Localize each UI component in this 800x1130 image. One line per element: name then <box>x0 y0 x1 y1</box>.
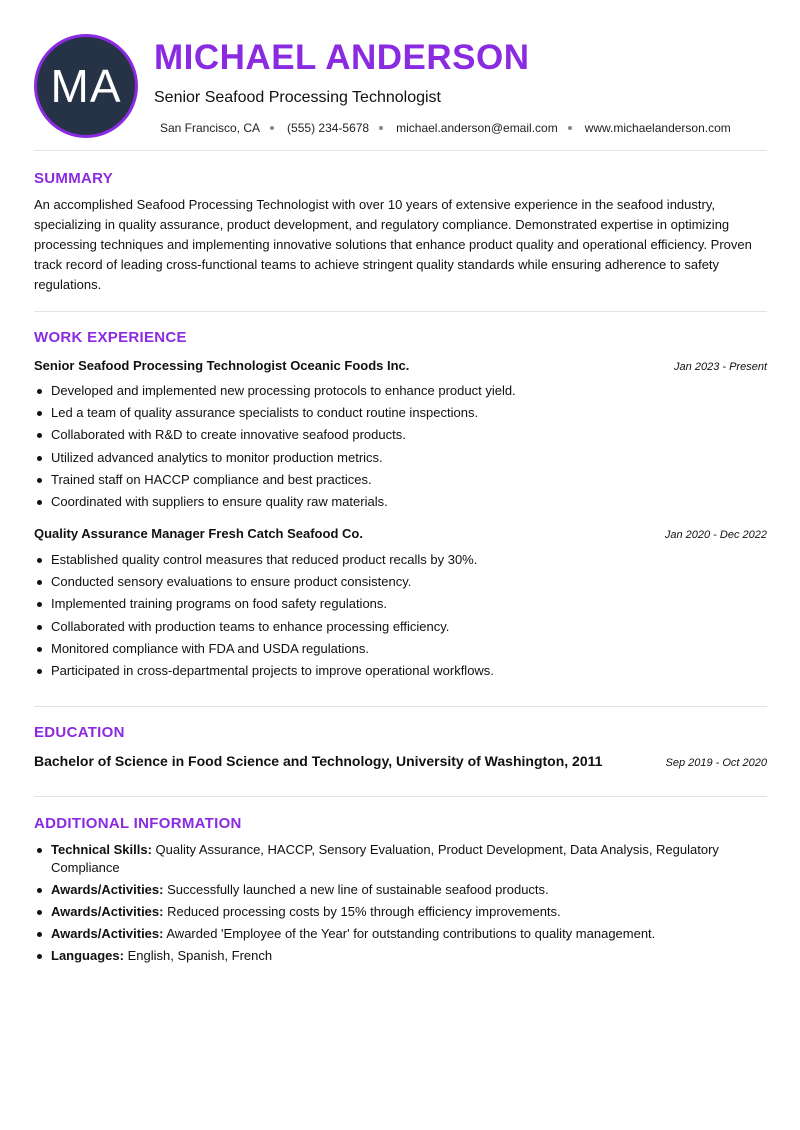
job-header <box>34 526 767 541</box>
candidate-name: MICHAEL ANDERSON <box>154 38 530 77</box>
separator-dot-icon <box>379 126 383 130</box>
item-label: Awards/Activities: <box>51 882 164 897</box>
item-text: Quality Assurance, HACCP, Sensory Evaluation, Product Development, Data Analysis, Regulatory Compliance <box>51 842 719 875</box>
candidate-title: Senior Seafood Processing Technologist <box>154 89 441 106</box>
list-item: Collaborated with production teams to enhance processing efficiency. <box>34 616 767 638</box>
list-item <box>34 841 734 877</box>
list-item <box>34 925 734 943</box>
contact-email[interactable]: michael.anderson@email.com <box>396 121 558 135</box>
list-item: Developed and implemented new processing protocols to enhance product yield. <box>34 380 767 402</box>
job-title: Quality Assurance Manager Fresh Catch Seafood Co. <box>34 526 363 541</box>
list-item: Conducted sensory evaluations to ensure product consistency. <box>34 571 767 593</box>
list-item: Implemented training programs on food safety regulations. <box>34 593 767 615</box>
summary-text: An accomplished Seafood Processing Technologist with over 10 years of extensive experience in the seafood industry, specializing in quality assurance, product development, and regulatory compliance. Demonstrated expertise in optimizing processing techniques and implementing innovative solutions that enhance product quality and operational efficiency. Proven track record of leading cross-functional teams to achieve stringent quality standards while ensuring adherence to safety regulations. <box>34 197 752 292</box>
separator-dot-icon <box>270 126 274 130</box>
list-item: Collaborated with R&D to create innovative seafood products. <box>34 424 767 446</box>
avatar <box>34 34 138 138</box>
item-text: Successfully launched a new line of sustainable seafood products. <box>163 882 549 897</box>
divider <box>34 311 767 312</box>
item-text: Reduced processing costs by 15% through efficiency improvements. <box>163 904 561 919</box>
summary-heading: SUMMARY <box>34 170 114 187</box>
list-item <box>34 947 734 965</box>
item-label: Awards/Activities: <box>51 926 164 941</box>
list-item: Led a team of quality assurance specialists to conduct routine inspections. <box>34 402 767 424</box>
avatar-initials: MA <box>50 60 122 112</box>
job-header <box>34 358 767 373</box>
additional-heading: ADDITIONAL INFORMATION <box>34 815 242 832</box>
divider <box>34 796 767 797</box>
list-item <box>34 903 734 921</box>
job-bullets <box>34 549 767 682</box>
contact-phone[interactable]: (555) 234-5678 <box>287 121 370 135</box>
contact-website[interactable]: www.michaelanderson.com <box>584 121 731 135</box>
divider <box>34 706 767 707</box>
contact-line <box>160 121 731 135</box>
list-item: Participated in cross-departmental projects to improve operational workflows. <box>34 660 767 682</box>
contact-location: San Francisco, CA <box>160 121 261 135</box>
item-label: Technical Skills: <box>51 842 152 857</box>
item-text: English, Spanish, French <box>123 948 273 963</box>
job-dates: Jan 2023 - Present <box>674 361 767 373</box>
job-bullets <box>34 380 767 513</box>
list-item: Trained staff on HACCP compliance and best practices. <box>34 469 767 491</box>
item-label: Languages: <box>51 948 124 963</box>
list-item: Coordinated with suppliers to ensure quality raw materials. <box>34 491 767 513</box>
education-row <box>34 753 767 769</box>
experience-heading: WORK EXPERIENCE <box>34 329 187 346</box>
item-text: Awarded 'Employee of the Year' for outstanding contributions to quality management. <box>163 926 656 941</box>
education-degree: Bachelor of Science in Food Science and Technology, University of Washington, 2011 <box>34 753 603 769</box>
additional-list <box>34 841 734 969</box>
item-label: Awards/Activities: <box>51 904 164 919</box>
list-item <box>34 881 734 899</box>
list-item: Established quality control measures that reduced product recalls by 30%. <box>34 549 767 571</box>
job-title: Senior Seafood Processing Technologist Oceanic Foods Inc. <box>34 358 410 373</box>
job-dates: Jan 2020 - Dec 2022 <box>664 529 767 541</box>
separator-dot-icon <box>568 126 572 130</box>
education-dates: Sep 2019 - Oct 2020 <box>665 757 767 769</box>
list-item: Utilized advanced analytics to monitor production metrics. <box>34 447 767 469</box>
list-item: Monitored compliance with FDA and USDA regulations. <box>34 638 767 660</box>
education-heading: EDUCATION <box>34 724 125 741</box>
divider <box>34 150 767 151</box>
